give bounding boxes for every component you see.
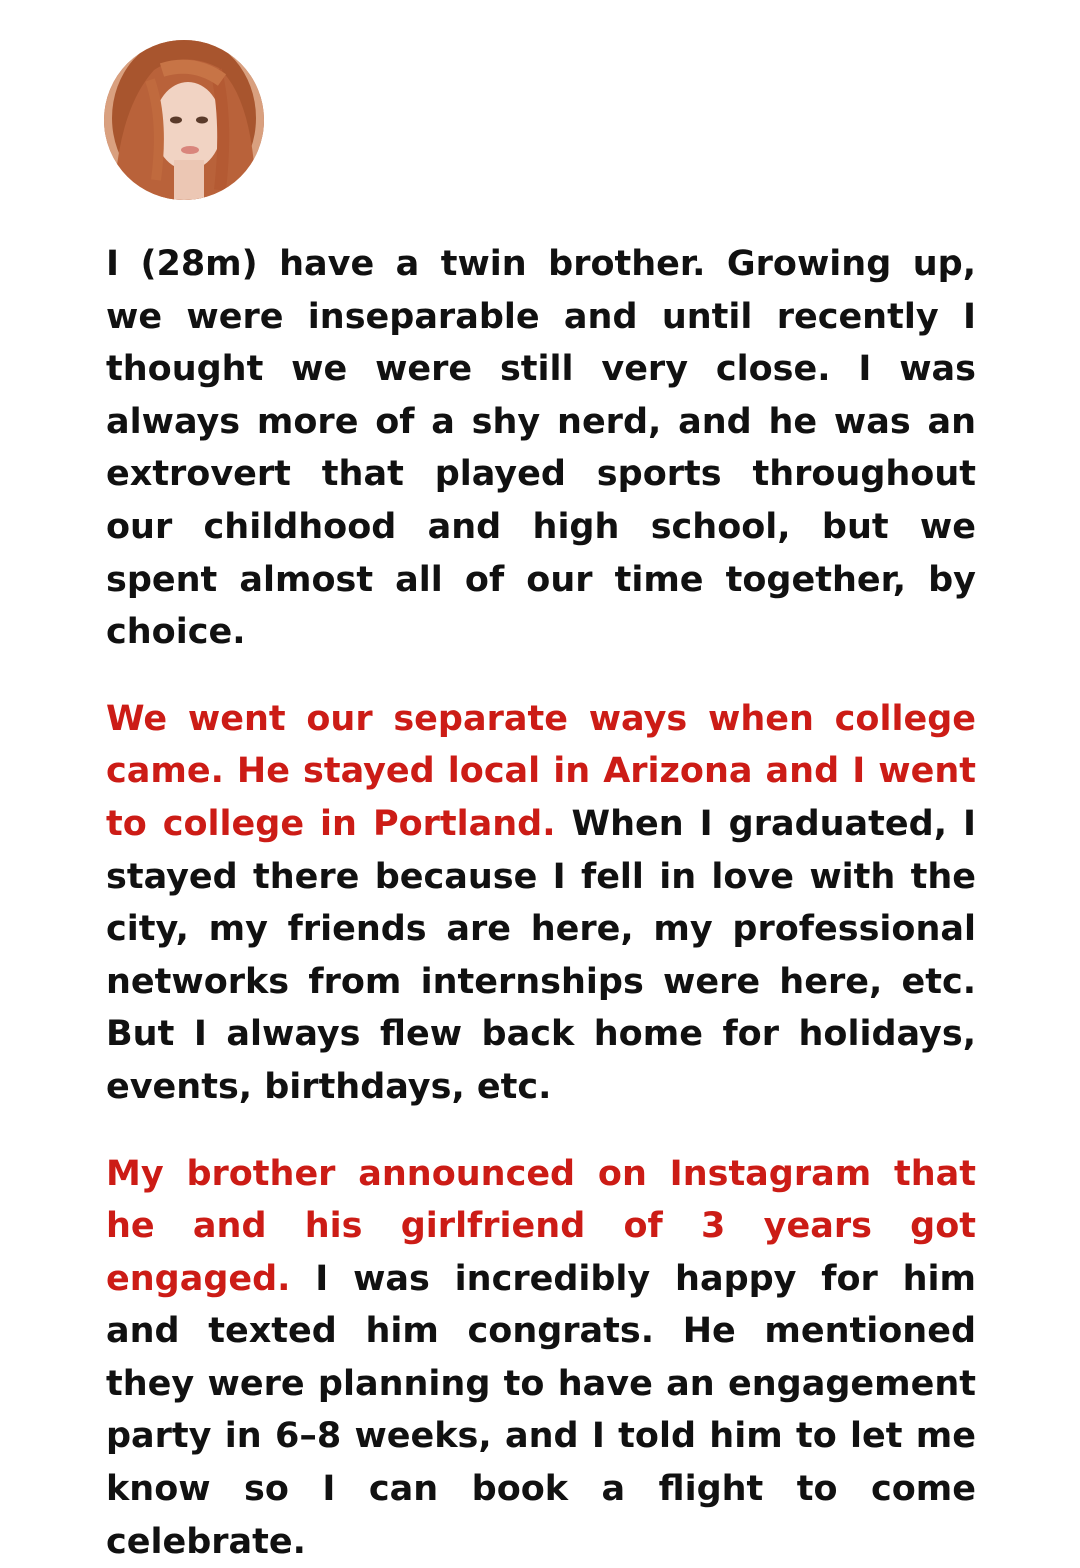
paragraph-3 xyxy=(106,1148,976,1568)
user-avatar-icon xyxy=(104,40,264,200)
paragraph-2 xyxy=(106,693,976,1114)
paragraph-2-text: When I graduated, I stayed there because I fell in love with the city, my friends are here, my professional networks from internships were here, etc. But I always flew back home for holidays, events, birthdays, etc. xyxy=(106,804,976,1107)
paragraph-2-highlight: We went our separate ways when college came. He stayed local in Arizona and I went to college in Portland. xyxy=(106,699,976,844)
paragraph-3-highlight: My brother announced on Instagram that he and his girlfriend of 3 years got engaged. xyxy=(106,1154,976,1299)
paragraph-1-text: I (28m) have a twin brother. Growing up, we were inseparable and until recently I thought we were still very close. I was always more of a shy nerd, and he was an extrovert that played sports throughout our childhood and high school, but we spent almost all of our time together, by choice. xyxy=(106,244,976,652)
paragraph-1 xyxy=(106,238,976,659)
avatar xyxy=(104,40,264,200)
paragraph-3-text: I was incredibly happy for him and texted him congrats. He mentioned they were planning to have an engagement party in 6–8 weeks, and I told him to let me know so I can book a flight to come celebrate. xyxy=(106,1259,976,1562)
story-text xyxy=(106,238,976,1568)
